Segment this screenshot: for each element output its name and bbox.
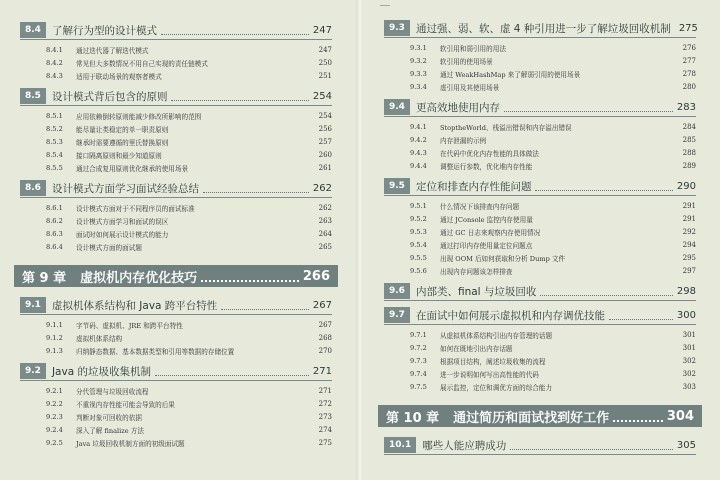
entry-number: 9.5.4 [410, 240, 427, 249]
section-page-number: 262 [312, 182, 332, 194]
entry-title: 虚引用及其使用场景 [440, 83, 500, 92]
chapter-page-number: 304 [666, 408, 694, 424]
entry-title: 内存泄漏的示例 [440, 136, 487, 145]
section-heading[interactable] [384, 437, 696, 455]
section-title: 定位和排查内存性能问题 [415, 180, 532, 193]
toc-section [20, 22, 332, 82]
toc-entry[interactable] [20, 410, 332, 423]
entry-page-number: 297 [682, 266, 696, 275]
entry-title: 在代码中优化内存性能的具体做法 [440, 149, 539, 158]
entry-title: 能尽量让类稳定的单一职责原则 [76, 125, 169, 134]
left-page [0, 0, 358, 480]
entry-number: 9.4.2 [410, 135, 427, 144]
entry-number: 9.1.3 [46, 346, 63, 355]
entry-number: 9.5.2 [410, 214, 427, 223]
section-number-badge: 9.7 [384, 307, 410, 323]
section-title: 了解行为型的设计模式 [51, 24, 157, 37]
section-number-badge: 9.1 [20, 297, 46, 313]
entry-title: 软引用的使用场景 [440, 57, 493, 66]
entry-title: 适用于联动场景的观察者模式 [76, 72, 162, 81]
toc-section [20, 363, 332, 449]
entry-number: 8.5.1 [46, 111, 63, 120]
toc-entry[interactable] [384, 354, 696, 367]
toc-entry[interactable] [384, 264, 696, 277]
entry-page-number: 284 [682, 122, 696, 131]
chapter-leader-dots [613, 410, 663, 422]
section-title: 更高效地使用内存 [415, 101, 500, 114]
section-heading[interactable] [20, 363, 332, 381]
entry-page-number: 301 [682, 330, 696, 339]
entry-page-number: 257 [318, 137, 332, 146]
leader-dots [504, 103, 673, 112]
section-page-number: 290 [676, 180, 696, 192]
toc-entry[interactable] [20, 109, 332, 122]
entry-page-number: 263 [318, 216, 332, 225]
entry-number: 9.5.3 [410, 227, 427, 236]
entry-number: 9.5.1 [410, 201, 427, 210]
section-heading[interactable] [384, 283, 696, 301]
entry-title: 不重视内存性能可能会导致的后果 [76, 400, 175, 409]
section-page-number: 283 [676, 101, 696, 113]
entry-page-number: 247 [318, 45, 332, 54]
entry-title: 继承时需要遵循的里氏替换原则 [76, 138, 169, 147]
toc-section [384, 178, 696, 277]
section-page-number: 254 [312, 90, 332, 102]
entry-title: 归纳静态数据、基本数据类型和引用等数据的存储位置 [76, 347, 235, 356]
right-page [362, 0, 720, 480]
entry-page-number: 288 [682, 148, 696, 157]
toc-entry[interactable] [384, 225, 696, 238]
toc-entry[interactable] [384, 146, 696, 159]
entry-title: 接口隔离原则和最少知道原则 [76, 151, 162, 160]
entry-number: 9.4.3 [410, 148, 427, 157]
leader-dots [155, 367, 309, 376]
entry-page-number: 262 [318, 203, 332, 212]
entry-title: 展示监控，定位和调优方面的综合能力 [440, 383, 553, 392]
entry-page-number: 265 [318, 242, 332, 251]
section-heading[interactable] [384, 20, 696, 38]
entry-title: 通过迭代器了解迭代模式 [76, 46, 149, 55]
toc-entry[interactable] [20, 135, 332, 148]
toc-entry[interactable] [20, 148, 332, 161]
toc-entry[interactable] [20, 69, 332, 82]
entry-number: 8.4.3 [46, 71, 63, 80]
entry-page-number: 291 [682, 201, 696, 210]
entry-page-number: 302 [682, 369, 696, 378]
toc-entry[interactable] [384, 159, 696, 172]
page-edge-mark [380, 0, 390, 6]
toc-entry[interactable] [384, 120, 696, 133]
toc-entry[interactable] [20, 56, 332, 69]
section-title: 设计模式方面学习面试经验总结 [51, 182, 199, 195]
entry-page-number: 289 [682, 161, 696, 170]
entry-title: 设计模式方面的面试题 [76, 243, 142, 252]
toc-entry[interactable] [384, 367, 696, 380]
toc-entry[interactable] [20, 423, 332, 436]
entry-page-number: 302 [682, 356, 696, 365]
toc-entry[interactable] [384, 341, 696, 354]
entry-title: 判断对象可回收的依据 [76, 413, 142, 422]
section-number-badge: 9.6 [384, 283, 410, 299]
section-title: 在面试中如何展示虚拟机和内存调优技能 [415, 309, 605, 322]
entry-number: 9.2.2 [46, 399, 63, 408]
entry-page-number: 285 [682, 135, 696, 144]
entry-page-number: 275 [318, 438, 332, 447]
chapter-number: 第 10 章 [386, 410, 440, 426]
leader-dots [161, 26, 309, 35]
entry-page-number: 280 [682, 82, 696, 91]
entry-title: 虚拟机体系结构 [76, 334, 123, 343]
leader-dots [510, 441, 673, 450]
toc-section [384, 307, 696, 393]
toc-section [20, 88, 332, 174]
toc-section [384, 20, 696, 93]
entry-title: 通过打印内存使用量定位问题点 [440, 241, 533, 250]
section-title: 内部类、final 与垃圾回收 [415, 285, 537, 298]
entry-number: 8.6.2 [46, 216, 63, 225]
entry-number: 9.3.3 [410, 69, 427, 78]
chapter-page-number: 266 [302, 268, 330, 284]
entry-title: 什么情况下该排查内存问题 [440, 202, 520, 211]
toc-entry[interactable] [20, 227, 332, 240]
toc-entry[interactable] [384, 199, 696, 212]
toc-entry[interactable] [20, 436, 332, 449]
toc-entry[interactable] [384, 67, 696, 80]
section-page-number: 300 [676, 309, 696, 321]
entry-title: 通过 WeakHashMap 来了解弱引用的使用场景 [440, 70, 581, 79]
chapter-title: 通过简历和面试找到好工作 [453, 410, 610, 426]
entry-title: 出现内存问题该怎样排查 [440, 267, 513, 276]
chapter-leader-dots [201, 270, 299, 282]
toc-entry[interactable] [20, 201, 332, 214]
entry-title: 通过 GC 日志来观察内存使用情况 [440, 228, 541, 237]
entry-number: 9.1.2 [46, 333, 63, 342]
section-page-number: 305 [676, 439, 696, 451]
chapter-heading[interactable] [14, 265, 338, 287]
toc-section [384, 283, 696, 301]
entry-number: 9.2.1 [46, 386, 63, 395]
section-heading[interactable] [20, 22, 332, 40]
entry-number: 9.5.5 [410, 253, 427, 262]
toc-entry[interactable] [20, 43, 332, 56]
section-heading[interactable] [384, 178, 696, 196]
entry-page-number: 277 [682, 56, 696, 65]
entry-number: 9.7.3 [410, 356, 427, 365]
entry-number: 8.5.5 [46, 163, 63, 172]
section-number-badge: 8.5 [20, 88, 46, 104]
entry-number: 9.7.1 [410, 330, 427, 339]
entry-title: 深入了解 finalize 方法 [76, 426, 144, 435]
entry-number: 8.4.1 [46, 45, 63, 54]
entry-title: 设计模式方面对于不同程序员的面试标准 [76, 204, 195, 213]
leader-dots [609, 311, 673, 320]
toc-entry[interactable] [384, 80, 696, 93]
entry-page-number: 301 [682, 343, 696, 352]
leader-dots [221, 301, 309, 310]
section-number-badge: 8.4 [20, 22, 46, 38]
entry-number: 9.5.6 [410, 266, 427, 275]
toc-entry[interactable] [20, 214, 332, 227]
toc-entry[interactable] [20, 397, 332, 410]
entry-title: 常见但大多数情况不用自己实现的责任链模式 [76, 59, 208, 68]
entry-page-number: 267 [318, 320, 332, 329]
leader-dots [203, 184, 309, 193]
entry-page-number: 274 [318, 425, 332, 434]
entry-page-number: 270 [318, 346, 332, 355]
section-heading[interactable] [384, 307, 696, 325]
entry-number: 9.3.2 [410, 56, 427, 65]
entry-title: 面试时如何展示设计模式的能力 [76, 230, 169, 239]
entry-number: 8.5.4 [46, 150, 63, 159]
entry-title: 调整运行参数，优化堆内存性能 [440, 162, 533, 171]
entry-title: 设计模式方面学习和面试的误区 [76, 217, 169, 226]
entry-page-number: 292 [682, 227, 696, 236]
toc-entry[interactable] [20, 240, 332, 253]
entry-title: 如何在既地引出内存话题 [440, 344, 513, 353]
section-heading[interactable] [20, 297, 332, 315]
toc-entry[interactable] [384, 41, 696, 54]
entry-title: 字节码、虚拟机、JRE 和跨平台特性 [76, 321, 183, 330]
toc-section [20, 297, 332, 357]
entry-title: 分代管理与垃圾回收流程 [76, 387, 149, 396]
section-page-number: 275 [678, 22, 698, 34]
section-title: 哪些人能应聘成功 [422, 439, 507, 452]
entry-number: 9.7.2 [410, 343, 427, 352]
section-page-number: 267 [312, 299, 332, 311]
entry-page-number: 261 [318, 163, 332, 172]
toc-entry[interactable] [384, 380, 696, 393]
entry-title: 进一步说明如何写出高性能的代码 [440, 370, 539, 379]
toc-entry[interactable] [384, 54, 696, 67]
entry-page-number: 251 [318, 71, 332, 80]
section-heading[interactable] [20, 88, 332, 106]
entry-page-number: 291 [682, 214, 696, 223]
entry-page-number: 271 [318, 386, 332, 395]
entry-title: 从虚拟机体系结构引出内存管理的话题 [440, 331, 553, 340]
toc-entry[interactable] [20, 331, 332, 344]
chapter-heading[interactable] [378, 405, 702, 427]
entry-number: 9.7.4 [410, 369, 427, 378]
entry-title: 根据项目结构，阐述垃圾收集的流程 [440, 357, 546, 366]
toc-section [20, 180, 332, 253]
entry-title: Java 垃圾回收机制方面的初级面试题 [76, 439, 185, 448]
entry-page-number: 260 [318, 150, 332, 159]
toc-entry[interactable] [384, 212, 696, 225]
entry-page-number: 268 [318, 333, 332, 342]
section-title: 虚拟机体系结构和 Java 跨平台特性 [51, 299, 218, 312]
entry-page-number: 294 [682, 240, 696, 249]
section-number-badge: 9.3 [384, 20, 410, 36]
entry-number: 8.5.2 [46, 124, 63, 133]
entry-title: 软引用和弱引用的用法 [440, 44, 506, 53]
entry-title: 通过 JConsole 监控内存使用量 [440, 215, 533, 224]
section-number-badge: 9.4 [384, 99, 410, 115]
toc-entry[interactable] [20, 122, 332, 135]
toc-section [384, 437, 696, 455]
section-page-number: 271 [312, 365, 332, 377]
section-number-badge: 10.1 [384, 437, 416, 453]
leader-dots [171, 92, 308, 101]
entry-number: 9.2.4 [46, 425, 63, 434]
entry-number: 8.5.3 [46, 137, 63, 146]
toc-entry[interactable] [384, 251, 696, 264]
entry-page-number: 276 [682, 43, 696, 52]
chapter-number: 第 9 章 [22, 270, 67, 286]
entry-title: StoptheWorld、栈溢出错误和内存溢出错误 [440, 123, 572, 132]
entry-number: 9.3.1 [410, 43, 427, 52]
entry-page-number: 256 [318, 124, 332, 133]
section-number-badge: 8.6 [20, 180, 46, 196]
entry-title: 通过合成复用原则优化继承的使用场景 [76, 164, 189, 173]
entry-page-number: 264 [318, 229, 332, 238]
entry-number: 9.3.4 [410, 82, 427, 91]
section-heading[interactable] [20, 180, 332, 198]
section-page-number: 298 [676, 285, 696, 297]
entry-number: 9.2.5 [46, 438, 63, 447]
entry-page-number: 272 [318, 399, 332, 408]
entry-page-number: 303 [682, 382, 696, 391]
section-number-badge: 9.5 [384, 178, 410, 194]
leader-dots [540, 287, 672, 296]
entry-number: 8.6.4 [46, 242, 63, 251]
entry-page-number: 295 [682, 253, 696, 262]
section-title: 通过强、弱、软、虚 4 种引用进一步了解垃圾回收机制 [415, 22, 671, 35]
entry-title: 出现 OOM 后如何获取和分析 Dump 文件 [440, 254, 566, 263]
section-heading[interactable] [384, 99, 696, 117]
toc-entry[interactable] [384, 238, 696, 251]
section-title: Java 的垃圾收集机制 [51, 365, 151, 378]
entry-number: 9.4.4 [410, 161, 427, 170]
entry-number: 8.6.1 [46, 203, 63, 212]
entry-title: 应用依赖倒转原则能减少修改所影响的范围 [76, 112, 202, 121]
entry-number: 8.4.2 [46, 58, 63, 67]
toc-entry[interactable] [384, 328, 696, 341]
section-page-number: 247 [312, 24, 332, 36]
chapter-title: 虚拟机内存优化技巧 [80, 270, 198, 286]
toc-entry[interactable] [20, 344, 332, 357]
section-number-badge: 9.2 [20, 363, 46, 379]
entry-number: 9.7.5 [410, 382, 427, 391]
toc-entry[interactable] [20, 318, 332, 331]
entry-page-number: 278 [682, 69, 696, 78]
entry-number: 9.4.1 [410, 122, 427, 131]
entry-page-number: 273 [318, 412, 332, 421]
toc-entry[interactable] [20, 384, 332, 397]
toc-entry[interactable] [20, 161, 332, 174]
toc-entry[interactable] [384, 133, 696, 146]
entry-page-number: 254 [318, 111, 332, 120]
toc-section [384, 99, 696, 172]
entry-number: 9.1.1 [46, 320, 63, 329]
leader-dots [535, 182, 672, 191]
entry-number: 9.2.3 [46, 412, 63, 421]
entry-page-number: 250 [318, 58, 332, 67]
section-title: 设计模式背后包含的原则 [51, 90, 168, 103]
entry-number: 8.6.3 [46, 229, 63, 238]
